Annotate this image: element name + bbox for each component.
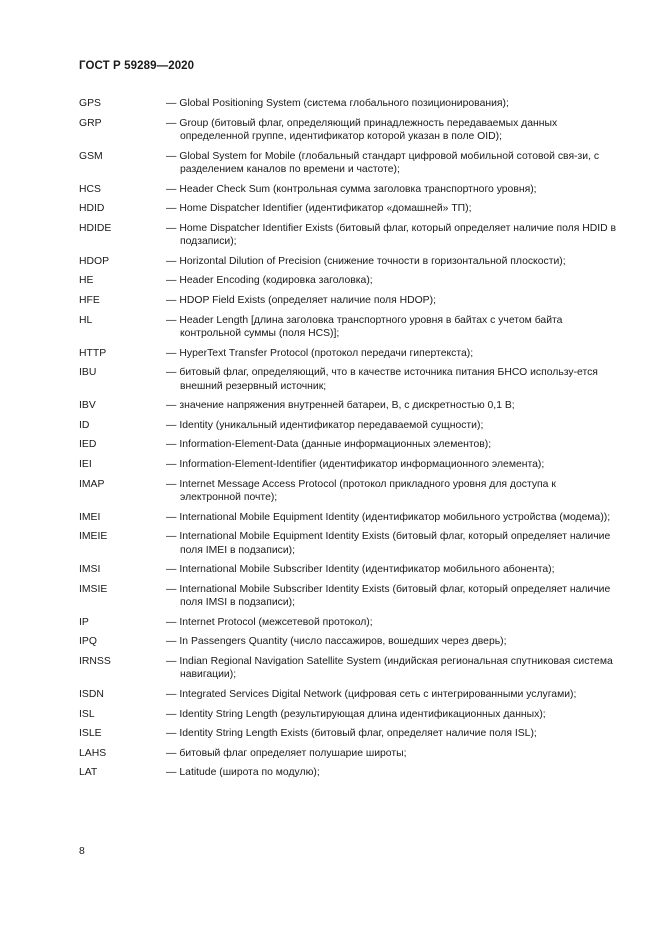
abbreviation-definition — [166, 511, 619, 524]
definition-text: Horizontal Dilution of Precision (снижение точности в горизонтальной плоскости); — [179, 255, 566, 267]
definition-text: Header Check Sum (контрольная сумма заголовка транспортного уровня); — [179, 183, 537, 195]
abbreviation-entry — [79, 688, 619, 701]
abbreviation-entry — [79, 117, 619, 144]
abbreviation-definition — [166, 222, 619, 249]
definition-text: Header Encoding (кодировка заголовка); — [179, 275, 373, 287]
em-dash: — — [166, 728, 177, 740]
definition-text: Latitude (широта по модулю); — [179, 767, 320, 779]
abbreviation-entry — [79, 294, 619, 307]
abbreviation-term: ISL — [79, 708, 95, 720]
em-dash: — — [166, 767, 177, 779]
definition-text: HyperText Transfer Protocol (протокол передачи гипертекста); — [179, 347, 474, 359]
abbreviation-definition — [166, 458, 619, 471]
em-dash: — — [166, 98, 177, 109]
abbreviation-term: ISLE — [79, 728, 102, 740]
em-dash: — — [166, 655, 177, 667]
em-dash: — — [166, 347, 177, 359]
abbreviation-entry — [79, 314, 619, 341]
definition-text: Identity (уникальный идентификатор передаваемой сущности); — [179, 419, 484, 431]
abbreviation-entry — [79, 366, 619, 393]
abbreviation-term: HDOP — [79, 255, 110, 267]
abbreviation-entry — [79, 478, 619, 505]
abbreviation-term: IBV — [79, 400, 96, 412]
definition-text: Identity String Length Exists (битовый флаг, определяет наличие поля ISL); — [179, 728, 537, 740]
definition-text: Information-Element-Identifier (идентификатор информационного элемента); — [179, 458, 545, 470]
em-dash: — — [166, 222, 177, 234]
abbreviation-definition — [166, 478, 619, 505]
em-dash: — — [166, 150, 177, 162]
definition-text: HDOP Field Exists (определяет наличие поля HDOP); — [179, 294, 436, 306]
abbreviation-term: IPQ — [79, 636, 97, 648]
abbreviation-entry — [79, 150, 619, 177]
definition-text: Internet Message Access Protocol (протокол прикладного уровня для доступа к электронной почте); — [179, 478, 556, 503]
definition-text: битовый флаг определяет полушарие широты; — [179, 747, 407, 759]
abbreviation-term: ISDN — [79, 688, 104, 700]
abbreviation-definition — [166, 399, 619, 412]
em-dash: — — [166, 583, 177, 595]
abbreviation-entry — [79, 563, 619, 576]
abbreviation-entry — [79, 727, 619, 740]
definition-text: International Mobile Equipment Identity Exists (битовый флаг, который определяет наличие поля IMEI в подзаписи); — [179, 531, 611, 556]
em-dash: — — [166, 688, 177, 700]
em-dash: — — [166, 203, 177, 215]
em-dash: — — [166, 747, 177, 759]
em-dash: — — [166, 294, 177, 306]
em-dash: — — [166, 531, 177, 543]
abbreviation-definition — [166, 97, 619, 110]
abbreviation-definition — [166, 366, 619, 393]
abbreviation-definition — [166, 255, 619, 268]
abbreviation-definition — [166, 655, 619, 682]
abbreviation-entry — [79, 438, 619, 451]
definition-text: International Mobile Subscriber Identity (идентификатор мобильного абонента); — [179, 564, 555, 576]
abbreviation-definition — [166, 202, 619, 215]
em-dash: — — [166, 419, 177, 431]
abbreviation-definition — [166, 747, 619, 760]
em-dash: — — [166, 564, 177, 576]
abbreviation-term: ID — [79, 419, 90, 431]
abbreviation-entry — [79, 183, 619, 196]
abbreviation-entry — [79, 222, 619, 249]
abbreviation-entry — [79, 399, 619, 412]
abbreviation-entry — [79, 747, 619, 760]
abbreviation-definition — [166, 419, 619, 432]
abbreviation-entry — [79, 530, 619, 557]
document-header: ГОСТ Р 59289—2020 — [79, 60, 195, 72]
abbreviation-term: GRP — [79, 117, 102, 129]
abbreviation-definition — [166, 150, 619, 177]
em-dash: — — [166, 636, 177, 648]
abbreviation-term: IMEIE — [79, 531, 108, 543]
definition-text: International Mobile Equipment Identity (идентификатор мобильного устройства (модема)); — [179, 511, 611, 523]
abbreviation-term: IMAP — [79, 478, 105, 490]
definition-text: Global System for Mobile (глобальный стандарт цифровой мобильной сотовой свя-зи, с разделением каналов по времени и частоте); — [179, 150, 600, 175]
abbreviation-term: IRNSS — [79, 655, 111, 667]
abbreviation-entry — [79, 583, 619, 610]
abbreviation-entry — [79, 202, 619, 215]
em-dash: — — [166, 511, 177, 523]
abbreviation-term: IMSI — [79, 564, 101, 576]
abbreviation-term: HDID — [79, 203, 105, 215]
abbreviation-definition — [166, 616, 619, 629]
abbreviation-definition — [166, 688, 619, 701]
abbreviation-term: IED — [79, 439, 97, 451]
abbreviation-entry — [79, 458, 619, 471]
em-dash: — — [166, 117, 177, 129]
abbreviation-term: IBU — [79, 367, 97, 379]
em-dash: — — [166, 458, 177, 470]
abbreviation-definition — [166, 635, 619, 648]
abbreviation-term: HFE — [79, 294, 100, 306]
definition-text: Header Length [длина заголовка транспортного уровня в байтах с учетом байта контрольной суммы (поля HCS)]; — [179, 314, 563, 339]
abbreviation-entry — [79, 655, 619, 682]
abbreviation-term: IMEI — [79, 511, 101, 523]
abbreviation-entry — [79, 635, 619, 648]
abbreviation-entry — [79, 97, 619, 110]
abbreviation-term: GSM — [79, 150, 103, 162]
abbreviation-definition — [166, 314, 619, 341]
em-dash: — — [166, 314, 177, 326]
abbreviation-entry — [79, 616, 619, 629]
page-number: 8 — [79, 846, 85, 857]
abbreviation-term: HDIDE — [79, 222, 112, 234]
abbreviation-term: IP — [79, 616, 89, 628]
abbreviation-definition — [166, 294, 619, 307]
em-dash: — — [166, 367, 177, 379]
abbreviation-list — [79, 97, 619, 786]
definition-text: Global Positioning System (система глобального позиционирования); — [179, 98, 509, 109]
abbreviation-definition — [166, 727, 619, 740]
definition-text: Home Dispatcher Identifier Exists (битовый флаг, который определяет наличие поля HDID в подзаписи); — [179, 222, 617, 248]
abbreviation-definition — [166, 347, 619, 360]
em-dash: — — [166, 183, 177, 195]
definition-text: Internet Protocol (межсетевой протокол); — [179, 616, 373, 628]
abbreviation-definition — [166, 708, 619, 721]
abbreviation-term: HCS — [79, 183, 101, 195]
abbreviation-entry — [79, 419, 619, 432]
em-dash: — — [166, 616, 177, 628]
abbreviation-entry — [79, 347, 619, 360]
definition-text: битовый флаг, определяющий, что в качестве источника питания БНСО использу-ется внешний резервный источник; — [179, 367, 598, 392]
abbreviation-entry — [79, 274, 619, 287]
definition-text: Information-Element-Data (данные информационных элементов); — [179, 439, 492, 451]
definition-text: Home Dispatcher Identifier (идентификатор «домашней» ТП); — [179, 203, 472, 215]
abbreviation-term: LAT — [79, 767, 98, 779]
em-dash: — — [166, 400, 177, 412]
abbreviation-term: LAHS — [79, 747, 107, 759]
abbreviation-definition — [166, 766, 619, 779]
abbreviation-entry — [79, 766, 619, 779]
definition-text: Group (битовый флаг, определяющий принадлежность передаваемых данных определенной группе, идентификатор которой указан в поле OID); — [179, 117, 558, 142]
abbreviation-definition — [166, 183, 619, 196]
abbreviation-entry — [79, 708, 619, 721]
definition-text: In Passengers Quantity (число пассажиров, вошедших через дверь); — [179, 636, 507, 648]
abbreviation-definition — [166, 438, 619, 451]
abbreviation-term: IMSIE — [79, 583, 108, 595]
abbreviation-entry — [79, 255, 619, 268]
abbreviation-term: HTTP — [79, 347, 107, 359]
abbreviation-definition — [166, 530, 619, 557]
abbreviation-term: GPS — [79, 98, 101, 109]
abbreviation-definition — [166, 583, 619, 610]
em-dash: — — [166, 708, 177, 720]
definition-text: значение напряжения внутренней батареи, В, с дискретностью 0,1 В; — [179, 400, 515, 412]
definition-text: International Mobile Subscriber Identity Exists (битовый флаг, который определяет наличие поля IMSI в подзаписи); — [179, 583, 611, 609]
abbreviation-definition — [166, 274, 619, 287]
abbreviation-definition — [166, 117, 619, 144]
abbreviation-term: HL — [79, 314, 93, 326]
em-dash: — — [166, 275, 177, 287]
em-dash: — — [166, 255, 177, 267]
em-dash: — — [166, 478, 177, 490]
abbreviation-definition — [166, 563, 619, 576]
em-dash: — — [166, 439, 177, 451]
definition-text: Indian Regional Navigation Satellite System (индийская региональная спутниковая система навигации); — [179, 655, 613, 681]
definition-text: Identity String Length (результирующая длина идентификационных данных); — [179, 708, 546, 720]
definition-text: Integrated Services Digital Network (цифровая сеть с интегрированными услугами); — [179, 688, 577, 700]
abbreviation-term: HE — [79, 275, 94, 287]
abbreviation-term: IEI — [79, 458, 92, 470]
abbreviation-entry — [79, 511, 619, 524]
